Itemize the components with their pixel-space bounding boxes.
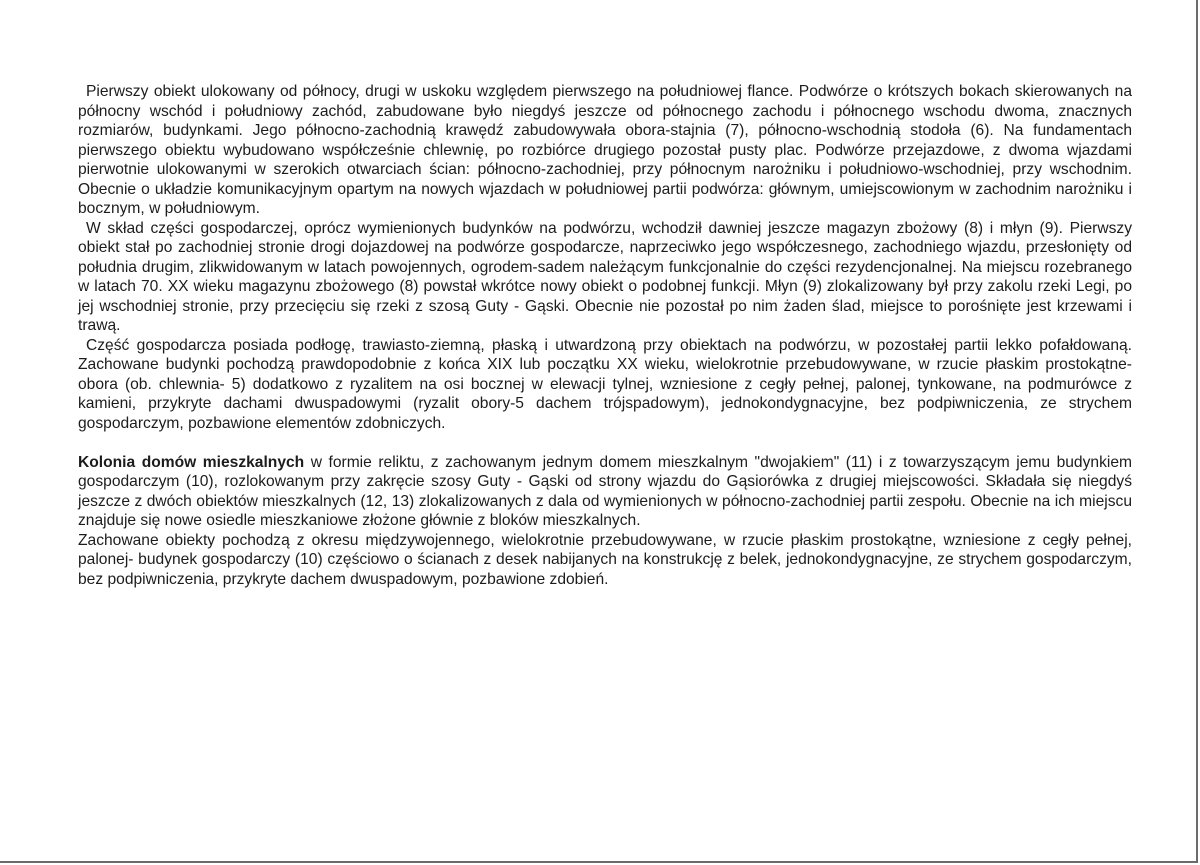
paragraph-farm-buildings: W skład części gospodarczej, oprócz wymienionych budynków na podwórzu, wchodził dawniej jeszcze magazyn zbożowy (8) i młyn (9). Pierwszy obiekt stał po zachodniej stronie drogi dojazdowej na podwórze gospodarcze, naprzeciwko jego współczesnego, zachodniego wjazdu, przesłonięty od południa drugim, zlikwidowanym w latach powojennych, ogrodem-sadem należącym funkcjonalnie do części rezydencjonalnej. Na miejscu rozebranego w latach 70. XX wieku magazynu zbożowego (8) powstał wkrótce nowy obiekt o podobnej funkcji. Młyn (9) zlokalizowany był przy zakolu rzeki Legi, po jej wschodniej stronie, przy przecięciu się rzeki z szosą Guty - Gąski. Obecnie nie pozostał po nim żaden ślad, miejsce to porośnięte jest krzewami i trawą.	[78, 219, 1132, 334]
document-body	[78, 82, 1132, 589]
paragraph-farm-description: Część gospodarcza posiada podłogę, trawiasto-ziemną, płaską i utwardzoną przy obiektach na podwórzu, w pozostałej partii lekko pofałdowaną. Zachowane budynki pochodzą prawdopodobnie z końca XIX lub początku XX wieku, wielokrotnie przebudowywane, w rzucie płaskim prostokątne- obora (ob. chlewnia- 5) dodatkowo z ryzalitem na osi bocznej w elewacji tylnej, wzniesione z cegły pełnej, palonej, tynkowane, na podmurówce z kamieni, przykryte dachami dwuspadowymi (ryzalit obory-5 dachem trójspadowym), jednokondygnacyjne, bez podpiwniczenia, ze strychem gospodarczym, pozbawione elementów zdobniczych.	[78, 336, 1132, 432]
paragraph-courtyard: Pierwszy obiekt ulokowany od północy, drugi w uskoku względem pierwszego na południowej flance. Podwórze o krótszych bokach skierowanych na północny wschód i południowy zachód, zabudowane było niegdyś jeszcze od północnego zachodu i północnego wschodu dwoma, znacznych rozmiarów, budynkami. Jego północno-zachodnią krawędź zabudowywała obora-stajnia (7), północno-wschodnią stodoła (6). Na fundamentach pierwszego obiektu wybudowano współcześnie chlewnię, po rozbiórce drugiego pozostał pusty plac. Podwórze przejazdowe, z dwoma wjazdami pierwotnie ulokowanymi w szerokich otwarciach ścian: północno-zachodniej, przy północnym narożniku i południowo-wschodniej, przy wschodnim. Obecnie o układzie komunikacyjnym opartym na nowych wjazdach w południowej partii podwórza: głównym, umiejscowionym w zachodnim narożniku i bocznym, w południowym.	[78, 83, 1132, 217]
colony-heading: Kolonia domów mieszkalnych	[78, 453, 305, 471]
paragraph-preserved-objects: Zachowane obiekty pochodzą z okresu międzywojennego, wielokrotnie przebudowywane, w rzucie płaskim prostokątne, wzniesione z cegły pełnej, palonej- budynek gospodarczy (10) częściowo o ścianach z desek nabijanych na konstrukcję z belek, jednokondygnacyjne, ze strychem gospodarczym, bez podpiwniczenia, przykryte dachem dwuspadowym, pozbawione zdobień.	[78, 531, 1132, 588]
colony-text: w formie reliktu, z zachowanym jednym domem mieszkalnym "dwojakiem" (11) i z towarzyszącym jemu budynkiem gospodarczym (10), rozlokowanym przy zakręcie szosy Guty - Gąski od strony wjazdu do Gąsiorówka z drugiej miejscowości. Składała się niegdyś jeszcze z dwóch obiektów mieszkalnych (12, 13) zlokalizowanych z dala od wymienionych w północno-zachodniej partii zespołu. Obecnie na ich miejscu znajduje się nowe osiedle mieszkaniowe złożone głównie z bloków mieszkalnych.	[78, 453, 1132, 529]
paragraph-colony	[78, 453, 1132, 531]
